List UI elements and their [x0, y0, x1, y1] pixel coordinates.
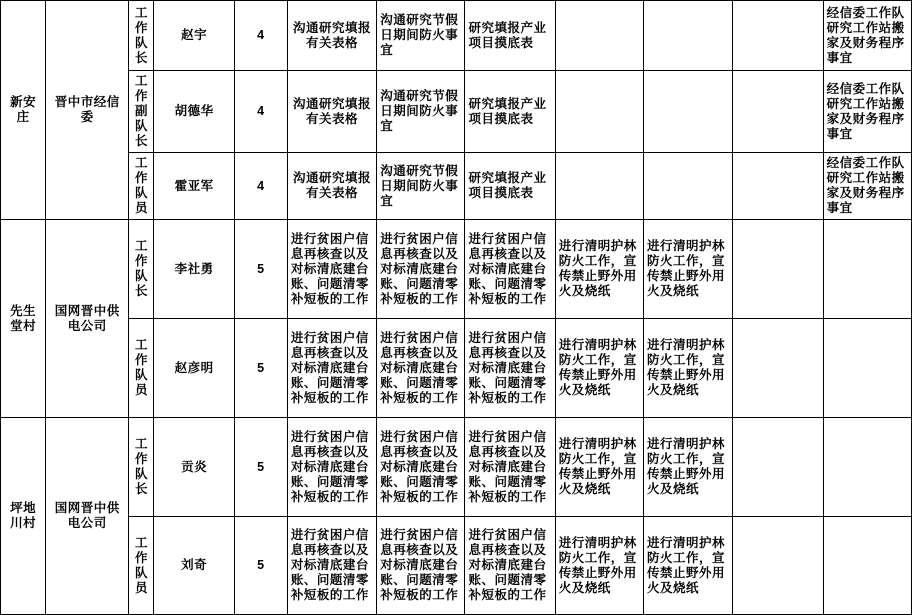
task-cell-empty: [733, 1, 823, 71]
task-cell: 沟通研究节假日期间防火事宜: [377, 1, 465, 71]
task-cell: 沟通研究填报有关表格: [287, 153, 376, 220]
task-cell: 进行贫困户信息再核查以及对标清底建台账、问题清零补短板的工作: [377, 319, 465, 418]
task-cell-empty: [555, 1, 643, 71]
village-cell: 坪地川村: [1, 418, 46, 615]
task-cell-empty: [823, 517, 911, 615]
task-cell: 研究填报产业项目摸底表: [465, 1, 555, 71]
village-cell: 新安庄: [1, 1, 46, 220]
role-cell: 工作队长: [129, 1, 154, 71]
org-cell: 国网晋中供电公司: [46, 220, 129, 418]
task-cell-empty: [733, 517, 823, 615]
task-cell: 沟通研究填报有关表格: [287, 71, 376, 153]
task-cell-empty: [823, 319, 911, 418]
task-cell: 进行清明护林防火工作，宣传禁止野外用火及烧纸: [644, 319, 733, 418]
task-cell: 经信委工作队研究工作站搬家及财务程序事宜: [823, 1, 911, 71]
member-count-cell: 5: [234, 517, 287, 615]
table-row: [1, 418, 912, 517]
task-cell-empty: [644, 153, 733, 220]
task-cell-empty: [555, 153, 643, 220]
task-cell: 进行贫困户信息再核查以及对标清底建台账、问题清零补短板的工作: [465, 418, 555, 517]
task-cell: 进行清明护林防火工作，宣传禁止野外用火及烧纸: [555, 319, 643, 418]
task-cell: 进行贫困户信息再核查以及对标清底建台账、问题清零补短板的工作: [377, 418, 465, 517]
task-cell: 进行清明护林防火工作，宣传禁止野外用火及烧纸: [644, 220, 733, 319]
task-cell: 沟通研究填报有关表格: [287, 1, 376, 71]
role-cell: 工作队长: [129, 418, 154, 517]
org-cell: 国网晋中供电公司: [46, 418, 129, 615]
table-row: [1, 153, 912, 220]
task-cell: 进行贫困户信息再核查以及对标清底建台账、问题清零补短板的工作: [287, 220, 376, 319]
task-cell-empty: [823, 418, 911, 517]
table-row: [1, 220, 912, 319]
task-cell: 沟通研究节假日期间防火事宜: [377, 71, 465, 153]
role-cell: 工作队长: [129, 220, 154, 319]
task-cell: 进行贫困户信息再核查以及对标清底建台账、问题清零补短板的工作: [465, 517, 555, 615]
task-cell: 进行清明护林防火工作，宣传禁止野外用火及烧纸: [555, 220, 643, 319]
task-cell-empty: [644, 1, 733, 71]
task-cell: 进行贫困户信息再核查以及对标清底建台账、问题清零补短板的工作: [377, 517, 465, 615]
member-name-cell: 贡炎: [154, 418, 234, 517]
task-cell: 经信委工作队研究工作站搬家及财务程序事宜: [823, 71, 911, 153]
task-cell: 进行清明护林防火工作，宣传禁止野外用火及烧纸: [644, 517, 733, 615]
table-row: [1, 319, 912, 418]
member-count-cell: 4: [234, 153, 287, 220]
member-count-cell: 4: [234, 71, 287, 153]
task-cell-empty: [644, 71, 733, 153]
task-cell-empty: [733, 71, 823, 153]
task-cell-empty: [733, 319, 823, 418]
role-cell: 工作队员: [129, 153, 154, 220]
member-name-cell: 胡德华: [154, 71, 234, 153]
member-count-cell: 5: [234, 220, 287, 319]
member-count-cell: 5: [234, 418, 287, 517]
village-cell: 先生堂村: [1, 220, 46, 418]
task-cell: 进行清明护林防火工作，宣传禁止野外用火及烧纸: [555, 418, 643, 517]
task-cell: 研究填报产业项目摸底表: [465, 71, 555, 153]
table-row: [1, 71, 912, 153]
task-cell: 进行贫困户信息再核查以及对标清底建台账、问题清零补短板的工作: [287, 319, 376, 418]
task-cell-empty: [555, 71, 643, 153]
task-cell: 沟通研究节假日期间防火事宜: [377, 153, 465, 220]
task-cell: 进行贫困户信息再核查以及对标清底建台账、问题清零补短板的工作: [287, 418, 376, 517]
table-row: [1, 517, 912, 615]
task-cell: 经信委工作队研究工作站搬家及财务程序事宜: [823, 153, 911, 220]
task-cell: 进行清明护林防火工作，宣传禁止野外用火及烧纸: [644, 418, 733, 517]
member-name-cell: 刘奇: [154, 517, 234, 615]
task-cell: 进行贫困户信息再核查以及对标清底建台账、问题清零补短板的工作: [465, 319, 555, 418]
task-cell-empty: [733, 220, 823, 319]
role-cell: 工作队员: [129, 319, 154, 418]
member-name-cell: 李社勇: [154, 220, 234, 319]
task-cell: 进行贫困户信息再核查以及对标清底建台账、问题清零补短板的工作: [465, 220, 555, 319]
task-cell: 进行贫困户信息再核查以及对标清底建台账、问题清零补短板的工作: [377, 220, 465, 319]
role-cell: 工作副队长: [129, 71, 154, 153]
task-cell: 研究填报产业项目摸底表: [465, 153, 555, 220]
member-name-cell: 赵宇: [154, 1, 234, 71]
member-count-cell: 4: [234, 1, 287, 71]
role-cell: 工作队员: [129, 517, 154, 615]
task-cell-empty: [733, 153, 823, 220]
org-cell: 晋中市经信委: [46, 1, 129, 220]
task-cell: 进行清明护林防火工作，宣传禁止野外用火及烧纸: [555, 517, 643, 615]
task-cell: 进行贫困户信息再核查以及对标清底建台账、问题清零补短板的工作: [287, 517, 376, 615]
member-name-cell: 霍亚军: [154, 153, 234, 220]
table-row: [1, 1, 912, 71]
member-name-cell: 赵彦明: [154, 319, 234, 418]
task-cell-empty: [823, 220, 911, 319]
member-count-cell: 5: [234, 319, 287, 418]
task-cell-empty: [733, 418, 823, 517]
